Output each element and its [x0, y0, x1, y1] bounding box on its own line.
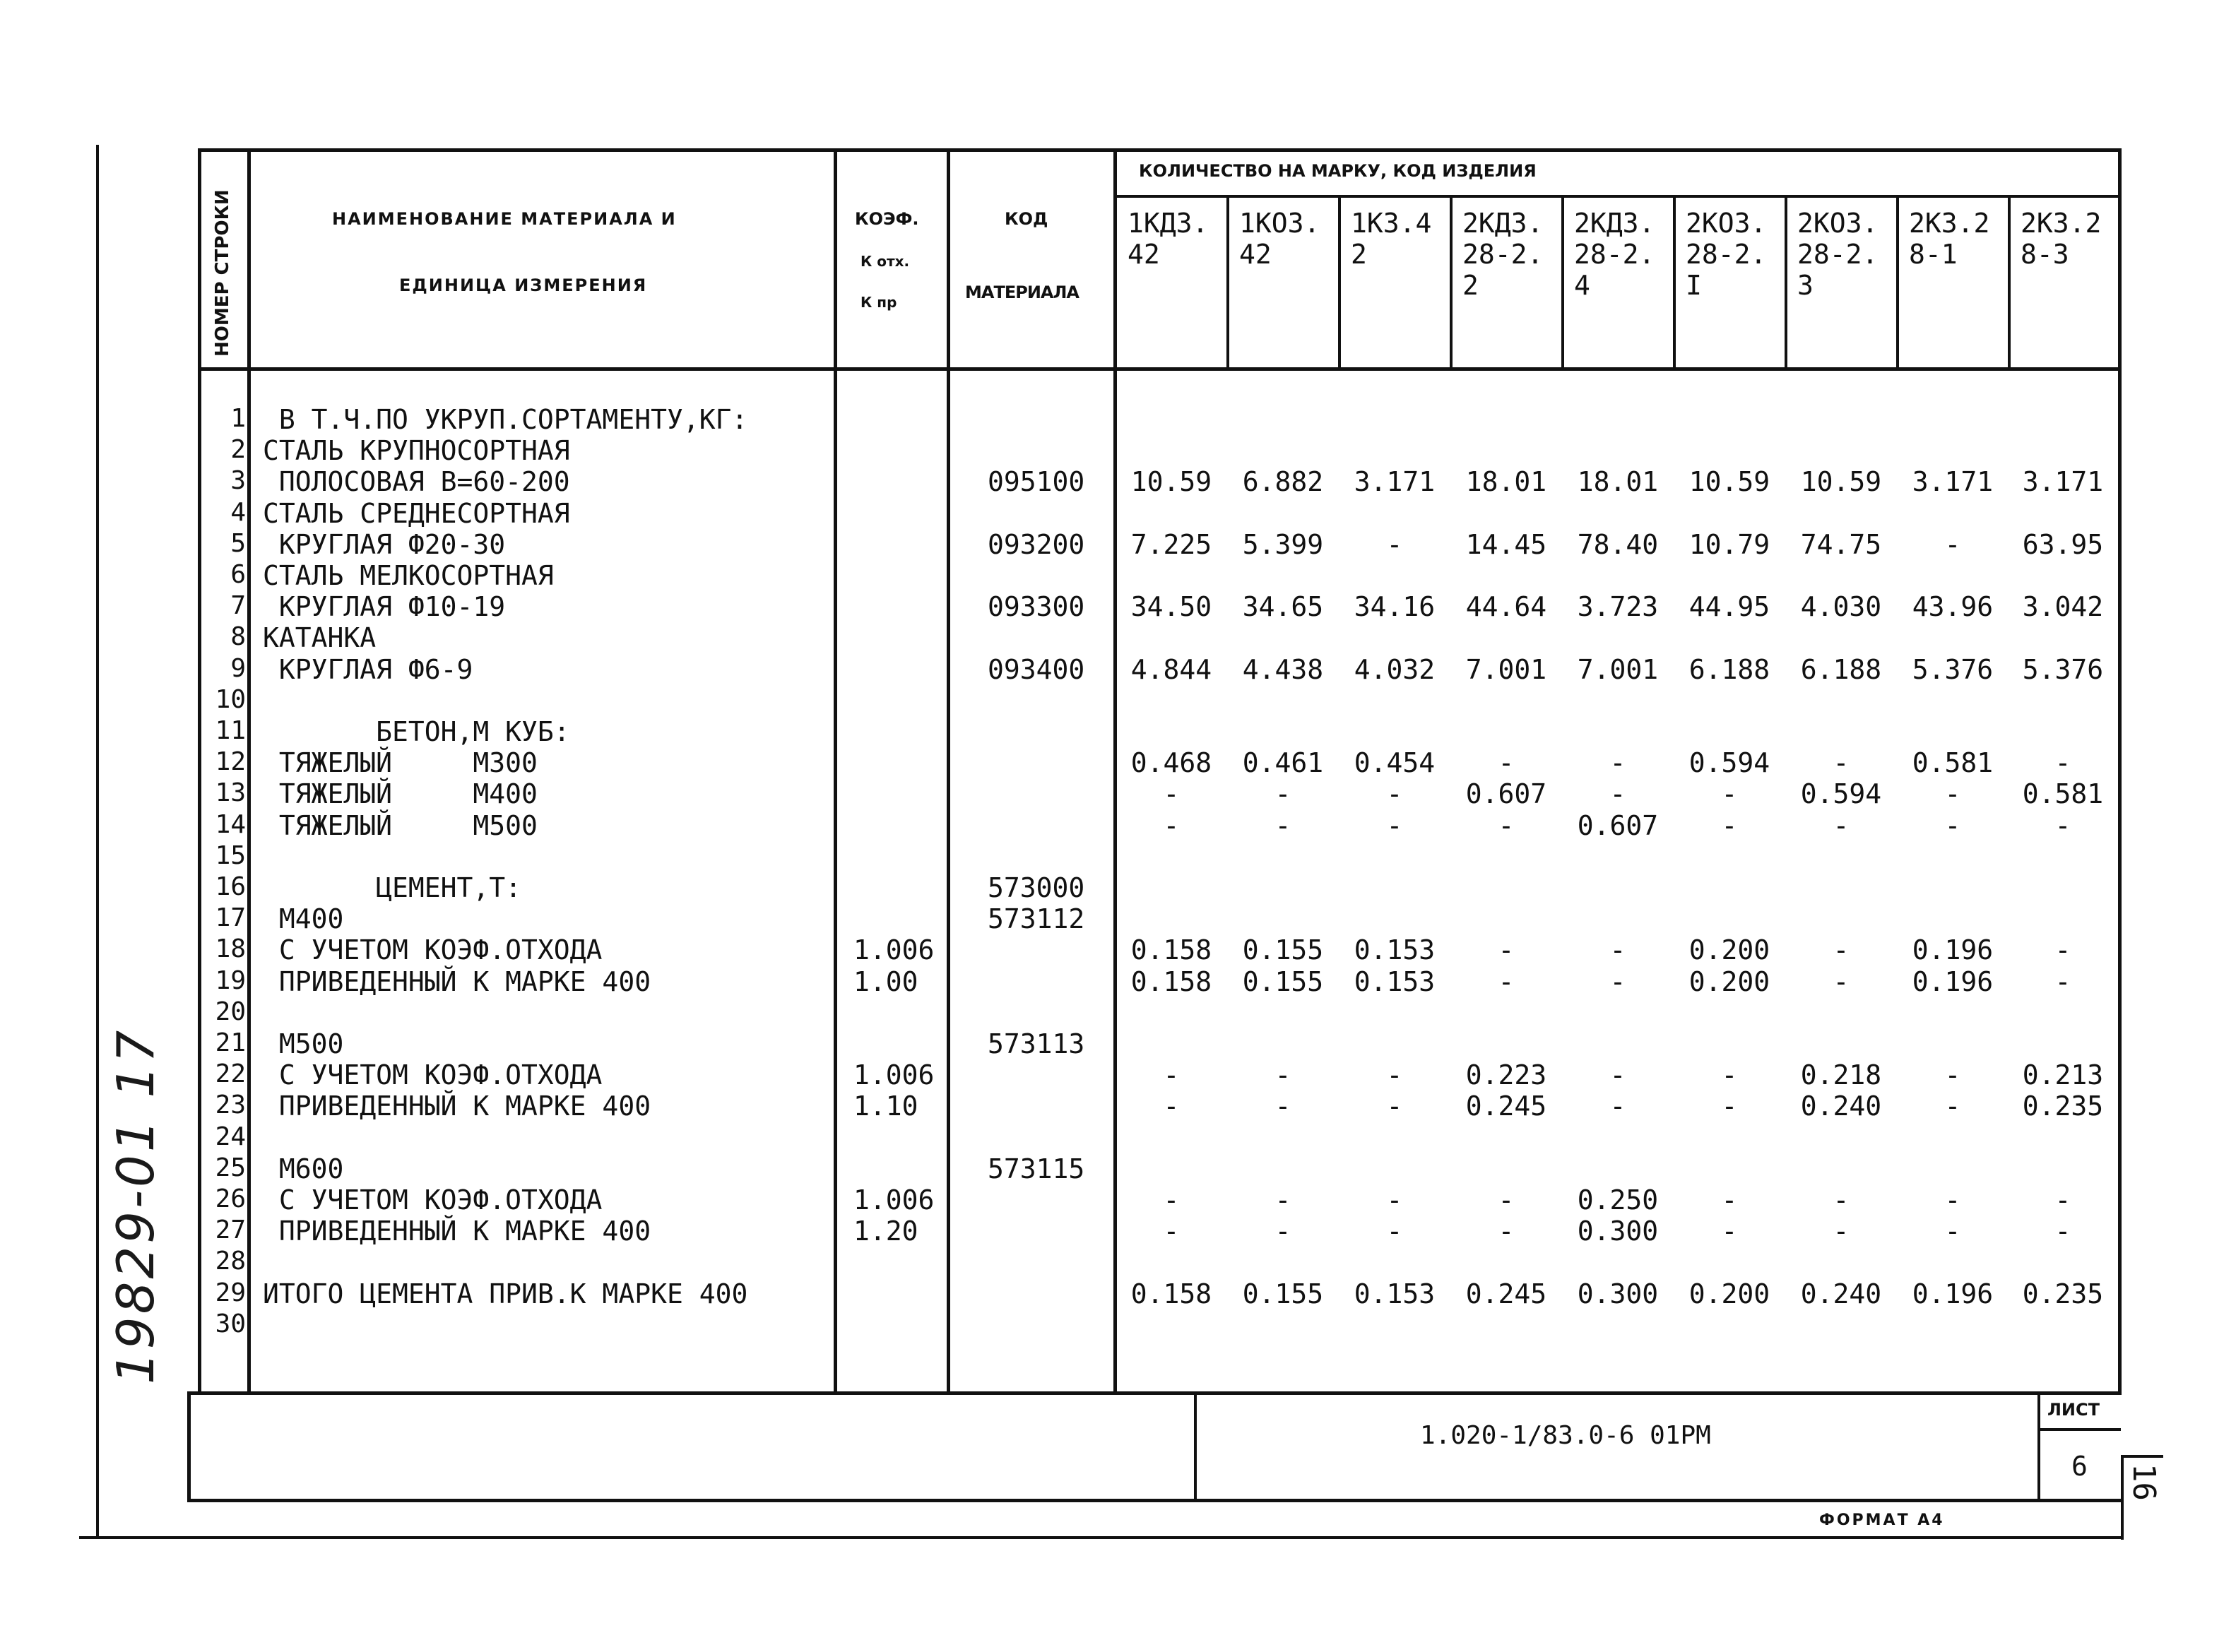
bottom-margin-line [79, 1536, 2121, 1539]
mark-header [1797, 208, 1878, 301]
footer-bottom [187, 1499, 2121, 1502]
sheet-box-mid [2037, 1428, 2121, 1431]
quantity-cell: - [1274, 1216, 1291, 1247]
mark-header [1462, 208, 1543, 301]
material-name: С УЧЕТОМ КОЭФ.ОТХОДА [263, 934, 603, 965]
material-name: М500 [263, 1028, 344, 1059]
material-code: 093200 [988, 529, 1085, 560]
quantity-cell: - [1274, 1184, 1291, 1216]
quantity-cell: 5.376 [2022, 654, 2104, 685]
row-number: 9 [230, 654, 246, 683]
quantity-cell: 0.240 [1800, 1278, 1882, 1309]
coefficient: 1.20 [853, 1216, 918, 1247]
document-code: 1.020-1/83.0-6 01РМ [1420, 1421, 1711, 1450]
quantity-cell: 10.59 [1688, 466, 1770, 497]
quantity-cell: 0.153 [1354, 934, 1436, 965]
quantity-cell: 74.75 [1800, 529, 1882, 560]
quantity-cell: 0.155 [1242, 966, 1324, 997]
quantity-cell: 0.461 [1242, 747, 1324, 778]
quantity-cell: 7.225 [1130, 529, 1212, 560]
mark-header [1128, 208, 1208, 270]
quantity-cell: - [1498, 810, 1515, 841]
mark-header-line: 2КОЗ. [1686, 208, 1767, 239]
material-code: 573113 [988, 1028, 1085, 1059]
mark-header-line: 4 [1574, 270, 1590, 301]
mark-header-line: 28-2. [1797, 239, 1879, 270]
quantity-cell: 34.65 [1242, 591, 1324, 622]
col-sep-rowno [247, 148, 251, 1395]
quantity-cell: - [1944, 529, 1961, 560]
format-label: ФОРМАТ А4 [1819, 1511, 1945, 1529]
quantity-cell: 0.607 [1577, 810, 1659, 841]
material-name: ТЯЖЕЛЫЙ М500 [263, 810, 538, 841]
col-sep-name [834, 148, 837, 1395]
quantity-cell: - [1833, 1184, 1850, 1216]
row-number: 30 [215, 1309, 246, 1338]
coef-header-line1: КОЭФ. [855, 209, 919, 229]
sheet-label: ЛИСТ [2047, 1400, 2100, 1420]
quantity-cell: - [1498, 966, 1515, 997]
material-name: СТАЛЬ СРЕДНЕСОРТНАЯ [263, 498, 570, 529]
quantity-cell: 18.01 [1577, 466, 1659, 497]
quantity-cell: - [1274, 1059, 1291, 1091]
row-number: 14 [215, 810, 246, 839]
material-name: М400 [263, 903, 344, 934]
quantity-cell: 0.235 [2022, 1278, 2104, 1309]
mark-header-line: 8-3 [2021, 239, 2069, 270]
quantity-cell: 6.188 [1688, 654, 1770, 685]
mark-sep-2 [1338, 196, 1341, 369]
material-name: С УЧЕТОМ КОЭФ.ОТХОДА [263, 1184, 603, 1216]
material-name: ПОЛОСОВАЯ В=60-200 [263, 466, 570, 497]
quantity-cell: 0.468 [1130, 747, 1212, 778]
quantity-cell: - [1386, 1091, 1403, 1122]
material-name: М600 [263, 1153, 344, 1184]
material-name: ЦЕМЕНТ,Т: [263, 872, 522, 903]
quantity-cell: - [1274, 810, 1291, 841]
side-box-top [2121, 1455, 2163, 1458]
material-name: ТЯЖЕЛЫЙ М300 [263, 747, 538, 778]
quantity-cell: 7.001 [1577, 654, 1659, 685]
quantity-cell: 10.59 [1800, 466, 1882, 497]
mark-sep-5 [1673, 196, 1676, 369]
quantity-cell: 0.581 [2022, 778, 2104, 809]
quantity-cell: 10.59 [1130, 466, 1212, 497]
margin-handwritten-note: 19829-01 17 [106, 1027, 165, 1384]
coefficient: 1.10 [853, 1091, 918, 1122]
quantity-cell: 0.196 [1912, 1278, 1994, 1309]
material-name: КРУГЛАЯ Ф6-9 [263, 654, 473, 685]
quantity-cell: 0.153 [1354, 966, 1436, 997]
footer-left [187, 1391, 191, 1502]
quantity-cell: 0.245 [1465, 1278, 1547, 1309]
mark-header-line: 8-1 [1909, 239, 1958, 270]
quantity-cell: 44.95 [1688, 591, 1770, 622]
sheet-box-left [2037, 1395, 2040, 1501]
quantity-cell: 0.155 [1242, 934, 1324, 965]
quantity-cell: 0.155 [1242, 1278, 1324, 1309]
quantity-cell: - [1721, 1184, 1738, 1216]
coef-header-line3: К пр [860, 294, 897, 311]
quantity-cell: 10.79 [1688, 529, 1770, 560]
quantity-cell: - [2054, 810, 2071, 841]
code-header-line2: МАТЕРИАЛА [965, 283, 1079, 302]
row-number: 29 [215, 1278, 246, 1307]
quantity-cell: - [2054, 747, 2071, 778]
material-name: БЕТОН,М КУБ: [263, 716, 570, 747]
row-number: 18 [215, 934, 246, 963]
row-number: 13 [215, 778, 246, 807]
quantity-cell: 0.454 [1354, 747, 1436, 778]
table-right [2118, 148, 2122, 1395]
quantity-cell: - [1386, 1216, 1403, 1247]
quantity-cell: - [1833, 934, 1850, 965]
row-number: 8 [230, 622, 246, 651]
mark-header [1239, 208, 1320, 270]
row-number: 10 [215, 685, 246, 714]
quantity-cell: - [1498, 934, 1515, 965]
quantity-cell: 0.153 [1354, 1278, 1436, 1309]
mark-header-line: 2КЗ.2 [2021, 208, 2102, 239]
mark-sep-1 [1226, 196, 1229, 369]
row-number: 16 [215, 872, 246, 901]
material-name: ИТОГО ЦЕМЕНТА ПРИВ.К МАРКЕ 400 [263, 1278, 748, 1309]
quantity-cell: 34.16 [1354, 591, 1436, 622]
mark-header-line: 2 [1462, 270, 1479, 301]
code-header-line1: КОД [1005, 209, 1048, 229]
quantity-cell: 0.218 [1800, 1059, 1882, 1091]
quantity-cell: 0.581 [1912, 747, 1994, 778]
quantity-cell: 0.158 [1130, 1278, 1212, 1309]
quantity-cell: 4.032 [1354, 654, 1436, 685]
quantity-cell: 3.171 [1354, 466, 1436, 497]
quantity-cell: 5.399 [1242, 529, 1324, 560]
quantity-cell: - [1944, 1216, 1961, 1247]
row-number: 1 [230, 404, 246, 433]
material-name: КРУГЛАЯ Ф10-19 [263, 591, 506, 622]
material-name: ПРИВЕДЕННЫЙ К МАРКЕ 400 [263, 1216, 651, 1247]
row-number: 27 [215, 1216, 246, 1244]
row-number: 12 [215, 747, 246, 776]
mark-header [1574, 208, 1655, 301]
quantity-cell: - [1163, 1216, 1180, 1247]
mark-sep-6 [1785, 196, 1787, 369]
side-number: 16 [2126, 1463, 2162, 1501]
quantity-cell: 3.171 [2022, 466, 2104, 497]
quantity-cell: 0.240 [1800, 1091, 1882, 1122]
quantity-cell: 6.188 [1800, 654, 1882, 685]
quantity-cell: - [1386, 1184, 1403, 1216]
row-number: 2 [230, 435, 246, 464]
row-number: 19 [215, 966, 246, 995]
coefficient: 1.006 [853, 1184, 935, 1216]
quantity-cell: - [1386, 529, 1403, 560]
quantity-cell: - [1609, 966, 1626, 997]
quantity-cell: 0.158 [1130, 966, 1212, 997]
row-number: 24 [215, 1122, 246, 1151]
row-number: 23 [215, 1091, 246, 1119]
quantity-cell: - [1721, 1091, 1738, 1122]
quantity-cell: 6.882 [1242, 466, 1324, 497]
quantity-cell: - [1833, 747, 1850, 778]
quantity-cell: 0.223 [1465, 1059, 1547, 1091]
quantity-cell: - [1163, 778, 1180, 809]
quantity-cell: - [1944, 1091, 1961, 1122]
mark-header-line: 1КЗ.4 [1351, 208, 1432, 239]
quantity-cell: 0.607 [1465, 778, 1547, 809]
quantity-cell: 0.196 [1912, 966, 1994, 997]
quantity-cell: 0.300 [1577, 1278, 1659, 1309]
quantity-cell: 3.042 [2022, 591, 2104, 622]
quantity-cell: 34.50 [1130, 591, 1212, 622]
quantity-cell: - [1163, 1059, 1180, 1091]
material-code: 573115 [988, 1153, 1085, 1184]
material-name: КАТАНКА [263, 622, 377, 653]
mark-header-line: 1КДЗ. [1128, 208, 1209, 239]
quantity-cell: 3.723 [1577, 591, 1659, 622]
sheet-number: 6 [2071, 1451, 2088, 1482]
mark-header-line: 28-2. [1462, 239, 1544, 270]
col-sep-code [1113, 148, 1117, 1395]
material-name: ПРИВЕДЕННЫЙ К МАРКЕ 400 [263, 1091, 651, 1122]
table-bottom [187, 1391, 2121, 1395]
row-number: 6 [230, 560, 246, 589]
material-name: КРУГЛАЯ Ф20-30 [263, 529, 506, 560]
quantity-cell: - [1163, 1091, 1180, 1122]
row-number: 20 [215, 997, 246, 1026]
quantity-cell: - [1721, 778, 1738, 809]
material-name: ТЯЖЕЛЫЙ М400 [263, 778, 538, 809]
quantity-cell: 0.594 [1688, 747, 1770, 778]
mark-header-line: I [1686, 270, 1702, 301]
quantity-cell: 0.250 [1577, 1184, 1659, 1216]
quantity-cell: 14.45 [1465, 529, 1547, 560]
side-box-left [2121, 1455, 2124, 1540]
material-code: 093300 [988, 591, 1085, 622]
quantity-cell: - [1386, 778, 1403, 809]
quantity-cell: 5.376 [1912, 654, 1994, 685]
row-number: 3 [230, 466, 246, 495]
coefficient: 1.006 [853, 1059, 935, 1091]
material-code: 573000 [988, 872, 1085, 903]
quantity-cell: - [1944, 1184, 1961, 1216]
mark-header-line: 3 [1797, 270, 1814, 301]
quantity-cell: 0.158 [1130, 934, 1212, 965]
quantity-cell: - [1498, 747, 1515, 778]
mark-header-line: 42 [1128, 239, 1160, 270]
table-left [198, 148, 201, 1395]
footer-divider [1194, 1395, 1197, 1501]
quantity-cell: - [1721, 810, 1738, 841]
row-number: 5 [230, 529, 246, 558]
quantity-cell: 63.95 [2022, 529, 2104, 560]
row-number: 22 [215, 1059, 246, 1088]
row-number: 7 [230, 591, 246, 620]
mark-header-line: 2КДЗ. [1574, 208, 1655, 239]
quantity-cell: - [1274, 778, 1291, 809]
quantity-cell: - [1944, 1059, 1961, 1091]
coef-header-line2: К отх. [860, 253, 910, 270]
quantity-cell: - [1386, 1059, 1403, 1091]
col-sep-coef [947, 148, 950, 1395]
mark-header-line: 28-2. [1574, 239, 1655, 270]
row-number: 25 [215, 1153, 246, 1182]
material-header-line2: ЕДИНИЦА ИЗМЕРЕНИЯ [399, 275, 648, 295]
quantity-cell: - [1609, 778, 1626, 809]
quantity-cell: 0.235 [2022, 1091, 2104, 1122]
quantity-cell: 4.844 [1130, 654, 1212, 685]
quantity-cell: 0.594 [1800, 778, 1882, 809]
mark-sep-7 [1896, 196, 1899, 369]
quantity-cell: - [1721, 1059, 1738, 1091]
mark-header-line: 2 [1351, 239, 1367, 270]
quantity-cell: - [1498, 1216, 1515, 1247]
mark-header [1686, 208, 1766, 301]
quantity-cell: 4.438 [1242, 654, 1324, 685]
quantity-cell: 0.200 [1688, 934, 1770, 965]
coefficient: 1.00 [853, 966, 918, 997]
mark-header-line: 42 [1239, 239, 1272, 270]
table-top [198, 148, 2121, 152]
row-number: 21 [215, 1028, 246, 1057]
quantity-cell: - [1609, 1091, 1626, 1122]
mark-sep-4 [1561, 196, 1564, 369]
quantity-cell: 7.001 [1465, 654, 1547, 685]
row-number: 4 [230, 498, 246, 527]
quantity-title: КОЛИЧЕСТВО НА МАРКУ, КОД ИЗДЕЛИЯ [1139, 161, 1537, 181]
quantity-cell: - [1274, 1091, 1291, 1122]
quantity-cell: 0.196 [1912, 934, 1994, 965]
material-name: С УЧЕТОМ КОЭФ.ОТХОДА [263, 1059, 603, 1091]
material-name: ПРИВЕДЕННЫЙ К МАРКЕ 400 [263, 966, 651, 997]
row-number: 11 [215, 716, 246, 745]
left-margin-line [96, 145, 99, 1536]
row-number: 26 [215, 1184, 246, 1213]
quantity-cell: 0.200 [1688, 966, 1770, 997]
material-name: СТАЛЬ КРУПНОСОРТНАЯ [263, 435, 570, 466]
header-bottom [198, 367, 2121, 371]
quantity-cell: - [1833, 1216, 1850, 1247]
quantity-cell: 0.300 [1577, 1216, 1659, 1247]
mark-sep-8 [2008, 196, 2011, 369]
quantity-cell: 18.01 [1465, 466, 1547, 497]
quantity-cell: - [1163, 1184, 1180, 1216]
quantity-cell: - [1386, 810, 1403, 841]
material-code: 093400 [988, 654, 1085, 685]
quantity-cell: - [1498, 1184, 1515, 1216]
mark-header-line: 2КДЗ. [1462, 208, 1544, 239]
quantity-cell: - [1609, 934, 1626, 965]
row-number: 17 [215, 903, 246, 932]
mark-header-line: 2КЗ.2 [1909, 208, 1990, 239]
quantity-cell: 0.200 [1688, 1278, 1770, 1309]
quantity-cell: - [2054, 934, 2071, 965]
quantity-cell: - [1163, 810, 1180, 841]
quantity-cell: - [1833, 810, 1850, 841]
quantity-cell: - [1944, 810, 1961, 841]
coefficient: 1.006 [853, 934, 935, 965]
quantity-cell: - [1609, 747, 1626, 778]
quantity-cell: 4.030 [1800, 591, 1882, 622]
quantity-cell: - [1721, 1216, 1738, 1247]
quantity-cell: 0.245 [1465, 1091, 1547, 1122]
quantity-cell: - [2054, 1184, 2071, 1216]
mark-header [1351, 208, 1431, 270]
material-header-line1: НАИМЕНОВАНИЕ МАТЕРИАЛА И [332, 209, 677, 229]
mark-header-line: 28-2. [1686, 239, 1767, 270]
quantity-cell: - [1833, 966, 1850, 997]
material-code: 095100 [988, 466, 1085, 497]
material-code: 573112 [988, 903, 1085, 934]
quantity-cell: 3.171 [1912, 466, 1994, 497]
material-name: СТАЛЬ МЕЛКОСОРТНАЯ [263, 560, 554, 591]
quantity-title-bottom [1115, 195, 2121, 198]
quantity-cell: 0.213 [2022, 1059, 2104, 1091]
row-number: 28 [215, 1247, 246, 1276]
mark-header [2021, 208, 2101, 270]
mark-sep-3 [1450, 196, 1453, 369]
mark-header-line: 1КОЗ. [1239, 208, 1320, 239]
quantity-cell: - [1609, 1059, 1626, 1091]
material-name: В Т.Ч.ПО УКРУП.СОРТАМЕНТУ,КГ: [263, 404, 748, 435]
quantity-cell: - [1944, 778, 1961, 809]
quantity-cell: - [2054, 1216, 2071, 1247]
mark-header [1909, 208, 1989, 270]
quantity-cell: - [2054, 966, 2071, 997]
row-number-header: НОМЕР СТРОКИ [212, 189, 233, 357]
quantity-cell: 43.96 [1912, 591, 1994, 622]
quantity-cell: 44.64 [1465, 591, 1547, 622]
mark-header-line: 2КОЗ. [1797, 208, 1879, 239]
quantity-cell: 78.40 [1577, 529, 1659, 560]
row-number: 15 [215, 841, 246, 870]
